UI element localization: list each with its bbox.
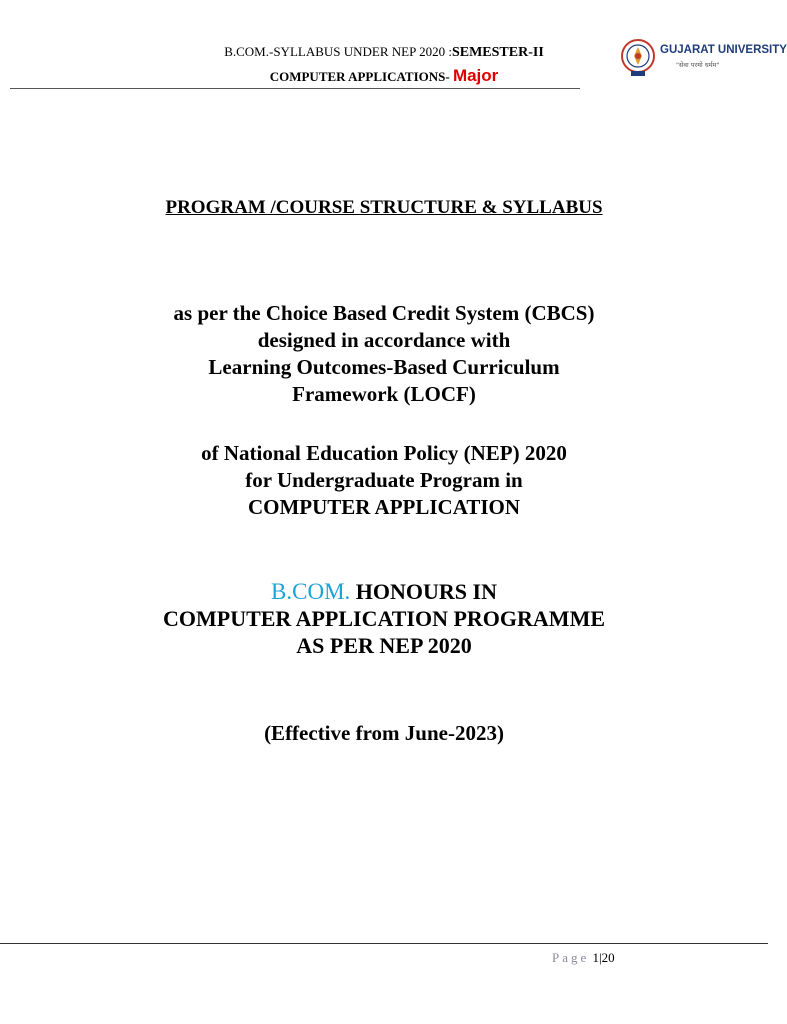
page-header — [0, 0, 787, 90]
document-title: PROGRAM /COURSE STRUCTURE & SYLLABUS — [165, 197, 603, 218]
programme-line: AS PER NEP 2020 — [296, 633, 472, 658]
page-label: Page — [552, 950, 590, 965]
programme-honours: HONOURS IN — [350, 579, 497, 604]
programme-line: COMPUTER APPLICATION PROGRAMME — [162, 606, 606, 631]
page-footer — [552, 950, 615, 966]
intro-line: designed in accordance with — [257, 328, 511, 352]
university-name: GUJARAT UNIVERSITY — [660, 44, 787, 56]
header-major-label: Major — [452, 66, 499, 85]
intro-line: as per the Choice Based Credit System (CBCS) — [173, 301, 595, 325]
university-logo — [620, 36, 787, 80]
header-syllabus-text: B.COM.-SYLLABUS UNDER NEP 2020 : — [224, 44, 452, 59]
header-semester: SEMESTER-II — [451, 45, 544, 60]
policy-line: of National Education Policy (NEP) 2020 — [201, 441, 567, 465]
programme-degree: B.COM. — [271, 579, 351, 604]
nep-policy-block — [0, 440, 768, 521]
university-tagline: "सेवा परमो धर्मम" — [676, 61, 720, 69]
university-seal-icon — [620, 38, 656, 78]
page-separator: | — [599, 950, 602, 965]
programme-block — [0, 578, 768, 659]
header-subject-text: COMPUTER APPLICATIONS- — [269, 69, 453, 84]
page-number: 1 — [592, 950, 600, 965]
intro-line: Learning Outcomes-Based Curriculum — [208, 355, 560, 379]
policy-line: COMPUTER APPLICATION — [247, 495, 521, 519]
footer-divider — [0, 943, 768, 944]
policy-line: for Undergraduate Program in — [245, 468, 523, 492]
intro-line: Framework (LOCF) — [292, 382, 476, 406]
header-divider — [10, 88, 580, 89]
page-total: 20 — [601, 950, 615, 965]
programme-line — [0, 578, 768, 605]
effective-date: (Effective from June-2023) — [264, 721, 504, 745]
cbcs-intro-block — [0, 300, 768, 408]
